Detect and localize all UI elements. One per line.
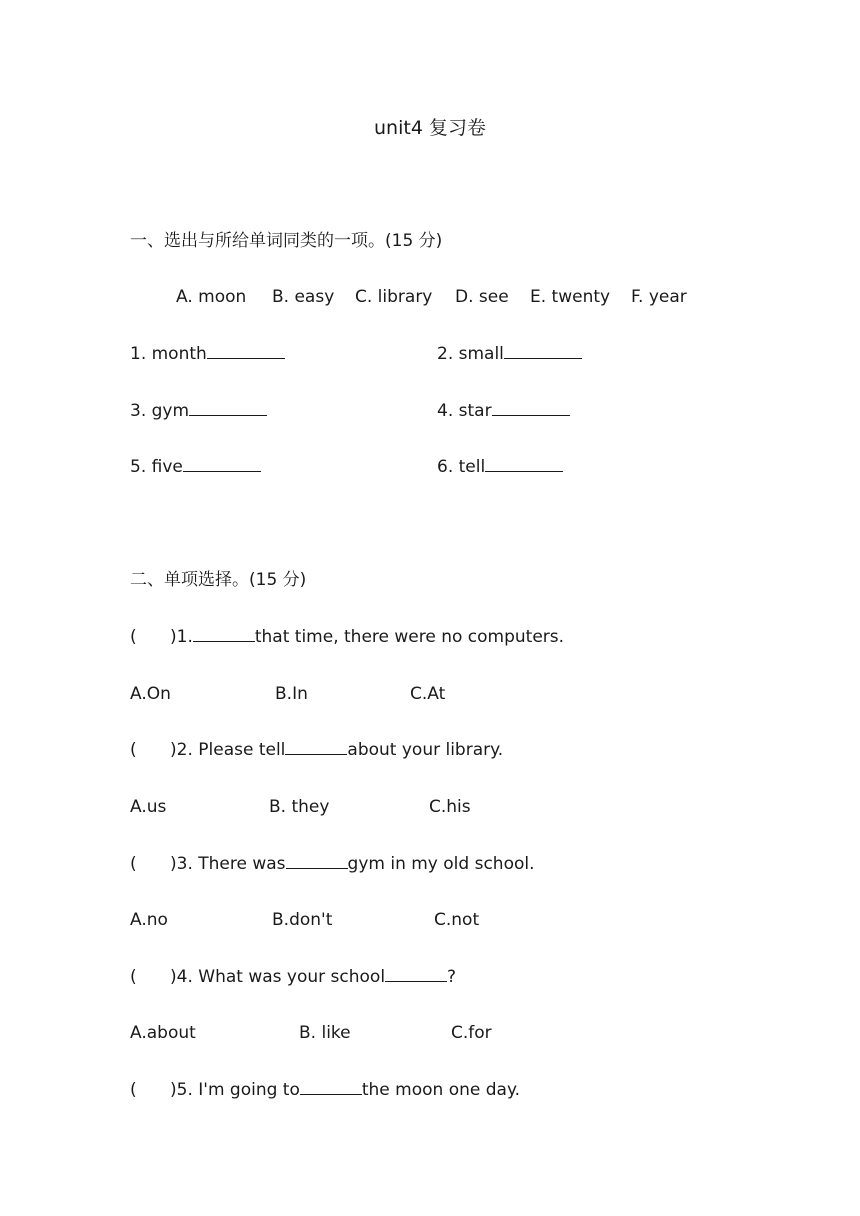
question-4 <box>130 966 456 988</box>
question-4-blank[interactable] <box>385 966 447 982</box>
question-5-blank[interactable] <box>300 1079 362 1095</box>
match-item-5 <box>130 456 261 478</box>
match-item-3-word: 3. gym <box>130 401 190 421</box>
option-c: C. library <box>355 287 433 307</box>
question-3-paren: ( <box>130 854 137 874</box>
question-4-choice-a: A.about <box>130 1023 196 1043</box>
match-item-5-word: 5. five <box>130 457 183 477</box>
question-5 <box>130 1079 520 1101</box>
match-item-6-word: 6. tell <box>437 457 486 477</box>
match-item-2 <box>437 343 582 365</box>
match-item-1-word: 1. month <box>130 344 207 364</box>
match-item-6 <box>437 456 563 478</box>
match-item-4 <box>437 400 570 422</box>
question-4-choice-c: C.for <box>451 1023 492 1043</box>
answer-blank-2[interactable] <box>504 343 582 359</box>
question-1 <box>130 626 564 648</box>
question-1-choice-c: C.At <box>410 684 446 704</box>
question-2-choice-c: C.his <box>429 797 471 817</box>
option-d: D. see <box>455 287 509 307</box>
answer-blank-5[interactable] <box>183 456 261 472</box>
question-1-choice-b: B.In <box>275 684 308 704</box>
answer-blank-4[interactable] <box>492 400 570 416</box>
question-1-number: )1. <box>170 627 193 647</box>
question-2-text: about your library. <box>347 740 504 760</box>
question-2-choice-b: B. they <box>269 797 330 817</box>
section2-heading: 二、单项选择。(15 分) <box>130 570 307 590</box>
question-5-paren: ( <box>130 1080 137 1100</box>
question-5-text: the moon one day. <box>361 1080 520 1100</box>
question-3-blank[interactable] <box>286 853 348 869</box>
question-1-blank[interactable] <box>193 626 255 642</box>
question-3-choice-c: C.not <box>434 910 480 930</box>
question-4-text: ? <box>447 967 457 987</box>
question-2-blank[interactable] <box>285 739 347 755</box>
match-item-1 <box>130 343 285 365</box>
question-4-number: )4. What was your school <box>170 967 386 987</box>
question-3-number: )3. There was <box>170 854 286 874</box>
option-b: B. easy <box>272 287 335 307</box>
question-2-number: )2. Please tell <box>170 740 286 760</box>
page-title: unit4 复习卷 <box>374 117 486 139</box>
question-3-text: gym in my old school. <box>347 854 535 874</box>
section1-heading: 一、选出与所给单词同类的一项。(15 分) <box>130 231 443 251</box>
option-f: F. year <box>631 287 687 307</box>
option-e: E. twenty <box>530 287 611 307</box>
question-2-choice-a: A.us <box>130 797 167 817</box>
question-2 <box>130 739 503 761</box>
match-item-4-word: 4. star <box>437 401 492 421</box>
question-2-paren: ( <box>130 740 137 760</box>
answer-blank-6[interactable] <box>485 456 563 472</box>
question-4-paren: ( <box>130 967 137 987</box>
question-1-choice-a: A.On <box>130 684 171 704</box>
question-4-choice-b: B. like <box>299 1023 351 1043</box>
question-3-choice-b: B.don't <box>272 910 333 930</box>
match-item-3 <box>130 400 267 422</box>
question-1-paren: ( <box>130 627 137 647</box>
question-5-number: )5. I'm going to <box>170 1080 300 1100</box>
match-item-2-word: 2. small <box>437 344 504 364</box>
option-a: A. moon <box>176 287 247 307</box>
question-3 <box>130 853 535 875</box>
question-1-text: that time, there were no computers. <box>254 627 565 647</box>
answer-blank-3[interactable] <box>189 400 267 416</box>
question-3-choice-a: A.no <box>130 910 168 930</box>
answer-blank-1[interactable] <box>207 343 285 359</box>
